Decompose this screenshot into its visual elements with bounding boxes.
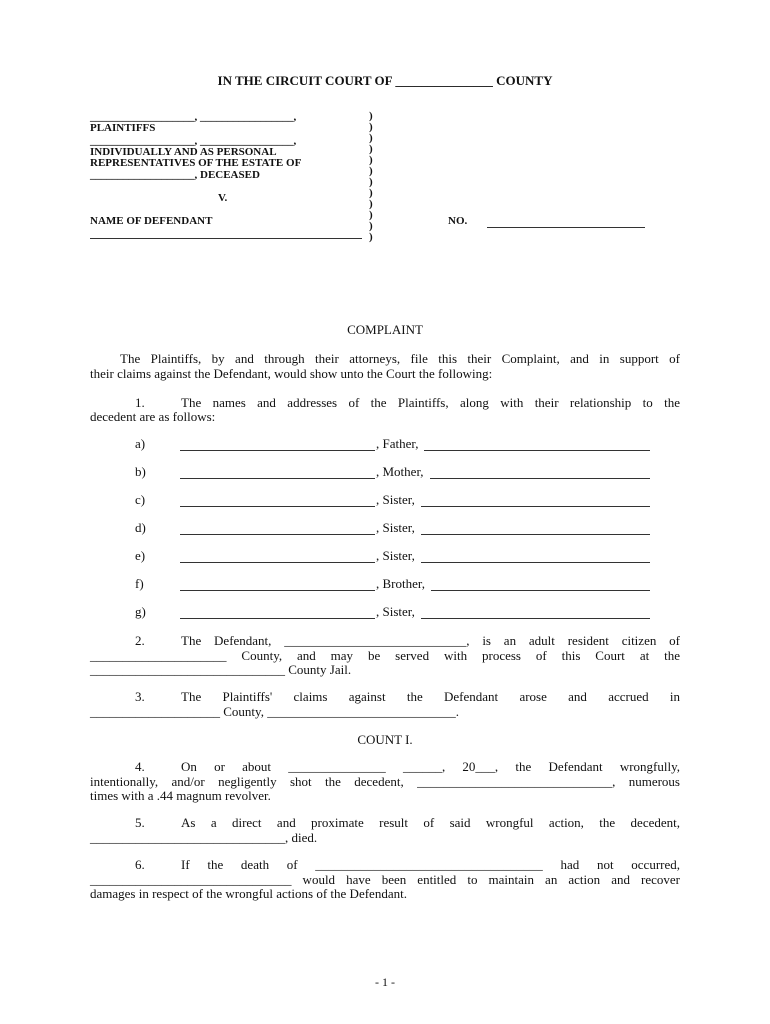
caption-paren: ) [369, 231, 373, 243]
name-blank [180, 494, 375, 507]
caption-paren: ) [369, 176, 373, 188]
address-blank [424, 438, 650, 451]
item-relation: , Mother, [376, 464, 424, 479]
paragraph-5: 5. As a direct and proximate result of said wrongful action, the decedent, [135, 815, 680, 830]
item-label: a) [135, 436, 146, 451]
paragraph-1: 1. The names and addresses of the Plaintiffs, along with their relationship to the [135, 395, 680, 410]
caption-paren: ) [369, 143, 373, 155]
plaintiff-item [135, 520, 650, 535]
name-blank [180, 466, 375, 479]
caption-paren: ) [369, 121, 373, 133]
case-number-label: NO. [448, 215, 468, 227]
representatives-label: REPRESENTATIVES OF THE ESTATE OF [90, 157, 302, 169]
item-relation: , Sister, [376, 548, 415, 563]
address-blank [430, 466, 651, 479]
address-blank [421, 522, 650, 535]
caption-paren: ) [369, 165, 373, 177]
plaintiff-item [135, 492, 650, 507]
paragraph-2: _____________________ County, and may be served with process of this Court at the [90, 648, 680, 663]
plaintiff-item [135, 436, 650, 451]
caption-paren: ) [369, 132, 373, 144]
name-blank [180, 606, 375, 619]
count-heading: COUNT I. [357, 732, 413, 747]
paragraph-6: _______________________________ would have been entitled to maintain an action and recover [90, 872, 680, 887]
paragraph-6: 6. If the death of ___________________________________ had not occurred, [135, 857, 680, 872]
representative-names-blank: ___________________, _________________, [90, 135, 297, 147]
plaintiff-item [135, 604, 650, 619]
item-label: b) [135, 464, 146, 479]
paragraph-2: 2. The Defendant, ____________________________, is an adult resident citizen of [135, 633, 680, 648]
plaintiffs-label: PLAINTIFFS [90, 122, 156, 134]
name-blank [180, 578, 375, 591]
paragraph-1: decedent are as follows: [90, 409, 216, 424]
item-label: f) [135, 576, 144, 591]
item-label: g) [135, 604, 146, 619]
item-label: d) [135, 520, 146, 535]
address-blank [431, 578, 650, 591]
caption-paren: ) [369, 110, 373, 122]
paragraph-3: ____________________ County, _____________________________. [90, 704, 459, 719]
address-blank [421, 494, 650, 507]
address-blank [421, 606, 650, 619]
item-relation: , Sister, [376, 604, 415, 619]
intro-line: The Plaintiffs, by and through their attorneys, file this their Complaint, and in support of [120, 351, 680, 366]
caption-paren: ) [369, 198, 373, 210]
name-blank [180, 522, 375, 535]
plaintiff-names-blank: ___________________, _________________, [90, 111, 297, 123]
paragraph-4: intentionally, and/or negligently shot the decedent, ______________________________, numerous [90, 774, 680, 789]
court-title: IN THE CIRCUIT COURT OF _______________ COUNTY [217, 73, 553, 88]
caption-paren: ) [369, 220, 373, 232]
item-relation: , Brother, [376, 576, 425, 591]
plaintiff-item [135, 548, 650, 563]
defendant-line [90, 238, 362, 239]
plaintiff-item [135, 576, 650, 591]
paragraph-3: 3. The Plaintiffs' claims against the Defendant arose and accrued in [135, 689, 680, 704]
paragraph-2: ______________________________ County Jail. [90, 662, 352, 677]
intro-line: their claims against the Defendant, would show unto the Court the following: [90, 366, 493, 381]
page-number: - 1 - [375, 975, 395, 989]
paragraph-5: ______________________________, died. [90, 830, 318, 845]
item-label: c) [135, 492, 146, 507]
complaint-heading: COMPLAINT [347, 322, 423, 337]
paragraph-4: times with a .44 magnum revolver. [90, 788, 271, 803]
item-label: e) [135, 548, 146, 563]
paragraph-6: damages in respect of the wrongful actions of the Defendant. [90, 886, 407, 901]
versus-label: V. [218, 192, 228, 204]
individually-label: INDIVIDUALLY AND AS PERSONAL [90, 146, 277, 158]
name-blank [180, 550, 375, 563]
case-number-line [487, 227, 645, 228]
paragraph-4: 4. On or about _______________ ______, 20___, the Defendant wrongfully, [135, 759, 680, 774]
item-relation: , Sister, [376, 520, 415, 535]
defendant-label: NAME OF DEFENDANT [90, 215, 213, 227]
name-blank [180, 438, 375, 451]
item-relation: , Father, [376, 436, 419, 451]
caption-paren: ) [369, 154, 373, 166]
item-relation: , Sister, [376, 492, 415, 507]
address-blank [421, 550, 650, 563]
plaintiff-item [135, 464, 650, 479]
caption-paren: ) [369, 209, 373, 221]
deceased-label: ___________________, DECEASED [90, 169, 260, 181]
caption-paren: ) [369, 187, 373, 199]
